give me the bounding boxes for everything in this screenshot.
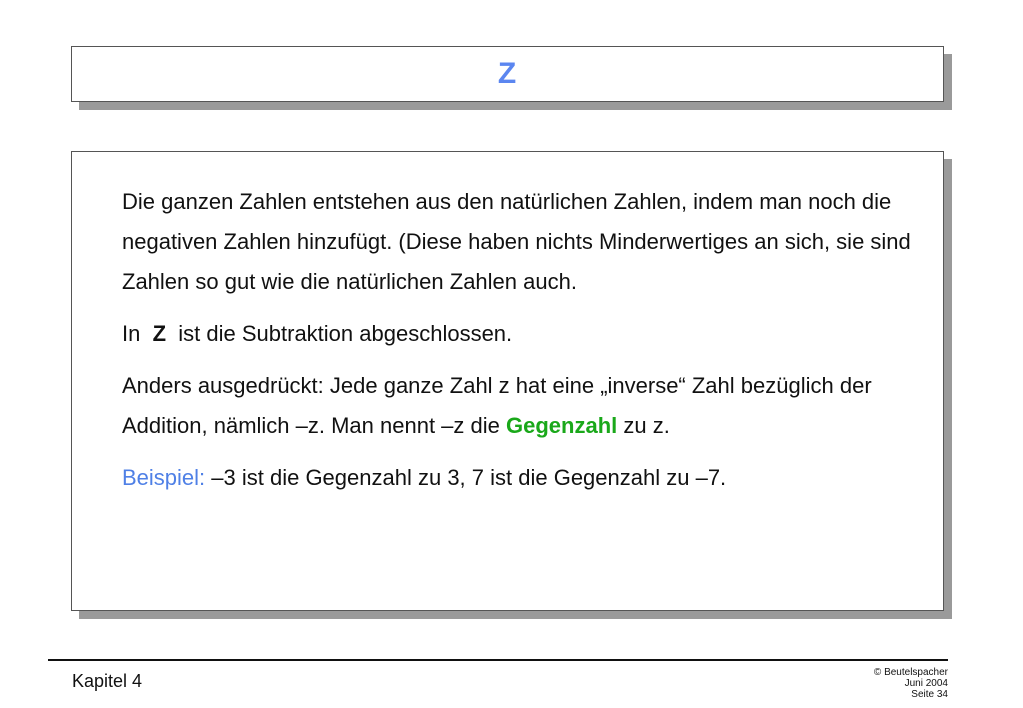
copyright-text: © Beutelspacher bbox=[873, 667, 948, 678]
subtraction-intro: In bbox=[122, 321, 141, 346]
integer-symbol: Z bbox=[152, 321, 167, 346]
chapter-label: Kapitel 4 bbox=[72, 671, 143, 691]
paragraph-example bbox=[122, 458, 934, 498]
subtraction-statement: ist die Subtraktion abgeschlossen. bbox=[178, 321, 513, 346]
inverse-text: Anders ausgedrückt: Jede ganze Zahl z hat eine „inverse“ Zahl bezüglich der Addition, nämlich –z. Man nennt –z die bbox=[122, 373, 872, 438]
slide-title: Z bbox=[497, 57, 518, 90]
title-box bbox=[71, 46, 944, 102]
paragraph-inverse bbox=[122, 366, 934, 446]
footer-rule bbox=[48, 659, 948, 661]
content-body bbox=[122, 182, 934, 510]
page-number: Seite 34 bbox=[911, 689, 948, 700]
gegenzahl-term: Gegenzahl bbox=[506, 413, 618, 438]
footer-meta bbox=[874, 667, 948, 700]
inverse-end: zu z. bbox=[623, 413, 670, 438]
content-box bbox=[71, 151, 944, 611]
example-text: –3 ist die Gegenzahl zu 3, 7 ist die Gegenzahl zu –7. bbox=[211, 465, 727, 490]
paragraph-subtraction bbox=[122, 314, 934, 354]
example-label: Beispiel: bbox=[122, 465, 206, 490]
paragraph-definition: Die ganzen Zahlen entstehen aus den natürlichen Zahlen, indem man noch die negativen Zahlen hinzufügt. (Diese haben nichts Minderwertiges an sich, sie sind Zahlen so gut wie die natürlichen Zahlen auch. bbox=[122, 189, 911, 294]
date-text: Juni 2004 bbox=[904, 678, 948, 689]
